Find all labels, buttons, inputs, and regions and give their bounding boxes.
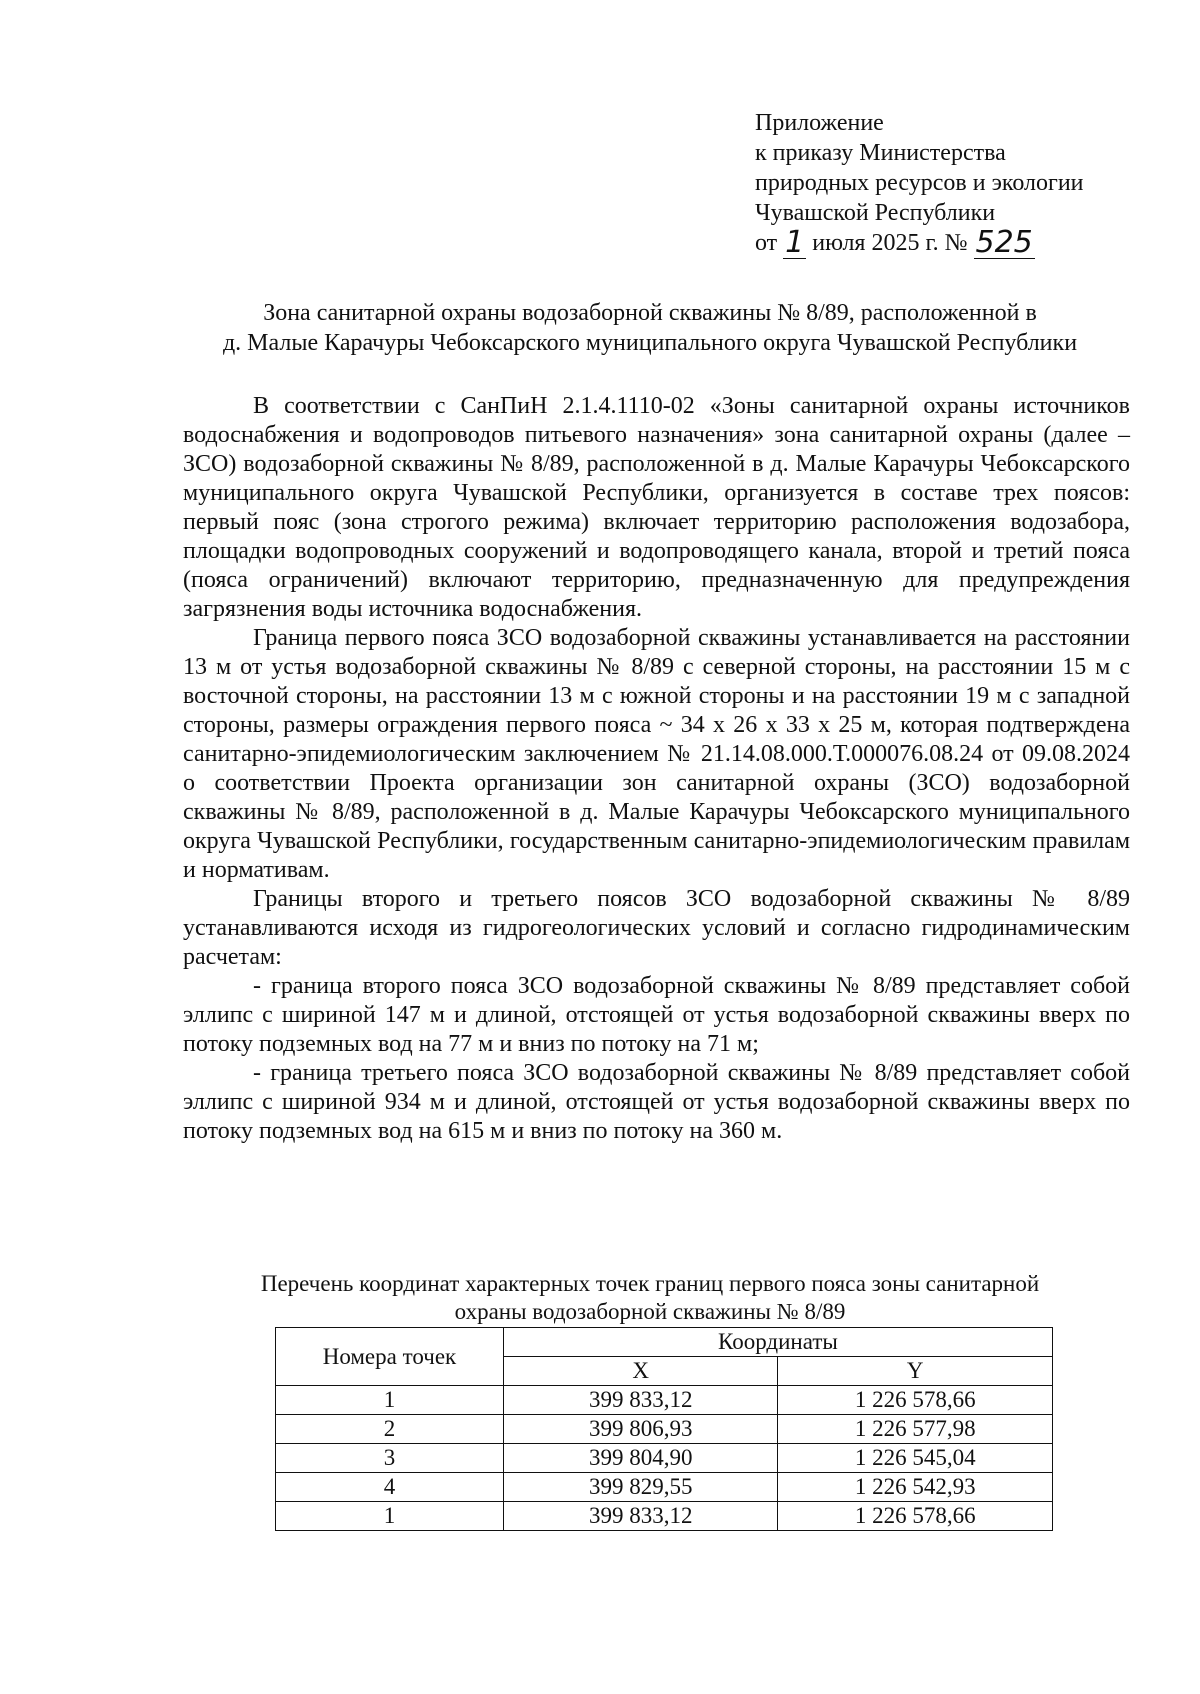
cell-point: 3 bbox=[276, 1444, 504, 1473]
cell-y: 1 226 577,98 bbox=[778, 1415, 1053, 1444]
document-title bbox=[170, 298, 1130, 358]
appendix-date-line bbox=[755, 225, 1084, 260]
cell-x: 399 806,93 bbox=[503, 1415, 778, 1444]
cell-x: 399 829,55 bbox=[503, 1473, 778, 1502]
cell-point: 1 bbox=[276, 1386, 504, 1415]
appendix-line-4: Чувашской Республики bbox=[755, 200, 996, 226]
table-row bbox=[276, 1444, 1053, 1473]
cell-x: 399 833,12 bbox=[503, 1386, 778, 1415]
appendix-block bbox=[755, 108, 1084, 259]
table-row bbox=[276, 1473, 1053, 1502]
title-line-1: Зона санитарной охраны водозаборной скважины № 8/89, расположенной в bbox=[263, 300, 1037, 326]
cell-y: 1 226 545,04 bbox=[778, 1444, 1053, 1473]
order-number-field bbox=[974, 225, 1035, 260]
appendix-line-3: природных ресурсов и экологии bbox=[755, 170, 1084, 196]
header-coordinates: Координаты bbox=[503, 1328, 1052, 1357]
date-day-field bbox=[783, 225, 806, 260]
table-caption-line-1: Перечень координат характерных точек границ первого пояса зоны санитарной bbox=[260, 1271, 1040, 1296]
coordinates-table bbox=[275, 1327, 1053, 1531]
table-row bbox=[276, 1415, 1053, 1444]
paragraph-4: - граница второго пояса ЗСО водозаборной скважины № 8/89 представляет собой эллипс с шириной 147 м и длиной, отстоящей от устья водозаборной скважины вверх по потоку подземных вод на 77 м и вниз по потоку на 71 м; bbox=[183, 973, 1130, 1057]
cell-point: 2 bbox=[276, 1415, 504, 1444]
body-text bbox=[183, 392, 1130, 1146]
date-day-handwritten: 1 bbox=[785, 225, 805, 260]
cell-y: 1 226 578,66 bbox=[778, 1502, 1053, 1531]
cell-x: 399 804,90 bbox=[503, 1444, 778, 1473]
table-row bbox=[276, 1502, 1053, 1531]
table-row bbox=[276, 1386, 1053, 1415]
date-prefix: от bbox=[755, 230, 778, 256]
paragraph-2: Граница первого пояса ЗСО водозаборной скважины устанавливается на расстоянии 13 м от устья водозаборной скважины № 8/89 с северной стороны, на расстоянии 15 м с восточной стороны, на расстоянии 13 м с южной стороны и на расстоянии 19 м с западной стороны, размеры ограждения первого пояса ~ 34 х 26 х 33 х 25 м, которая подтверждена санитарно-эпидемиологическим заключением № 21.14.08.000.Т.000076.08.24 от 09.08.2024 о соответствии Проекта организации зон санитарной охраны (ЗСО) водозаборной скважины № 8/89, расположенной в д. Малые Карачуры Чебоксарского муниципального округа Чувашской Республики, государственным санитарно-эпидемиологическим правилам и нормативам. bbox=[183, 625, 1130, 883]
order-number-handwritten: 525 bbox=[975, 225, 1033, 260]
table-header-row bbox=[276, 1328, 1053, 1357]
appendix-line-2: к приказу Министерства bbox=[755, 140, 1006, 166]
table-caption-line-2: охраны водозаборной скважины № 8/89 bbox=[454, 1299, 846, 1324]
title-line-2: д. Малые Карачуры Чебоксарского муниципального округа Чувашской Республики bbox=[222, 330, 1078, 356]
header-points: Номера точек bbox=[276, 1328, 504, 1386]
paragraph-3: Границы второго и третьего поясов ЗСО водозаборной скважины № 8/89 устанавливаются исходя из гидрогеологических условий и согласно гидродинамическим расчетам: bbox=[183, 886, 1130, 970]
date-rest: июля 2025 г. № bbox=[812, 230, 968, 256]
cell-point: 4 bbox=[276, 1473, 504, 1502]
appendix-line-1: Приложение bbox=[755, 110, 884, 136]
cell-point: 1 bbox=[276, 1502, 504, 1531]
cell-x: 399 833,12 bbox=[503, 1502, 778, 1531]
paragraph-1: В соответствии с СанПиН 2.1.4.1110-02 «Зоны санитарной охраны источников водоснабжения и водопроводов питьевого назначения» зона санитарной охраны (далее – ЗСО) водозаборной скважины № 8/89, расположенной в д. Малые Карачуры Чебоксарского муниципального округа Чувашской Республики, организуется в составе трех поясов: первый пояс (зона строгого режима) включает территорию расположения водозабора, площадки водопроводных сооружений и водопроводящего канала, второй и третий пояса (пояса ограничений) включают территорию, предназначенную для предупреждения загрязнения воды источника водоснабжения. bbox=[183, 393, 1130, 622]
cell-y: 1 226 578,66 bbox=[778, 1386, 1053, 1415]
header-x: X bbox=[503, 1357, 778, 1386]
table-caption bbox=[170, 1270, 1130, 1326]
cell-y: 1 226 542,93 bbox=[778, 1473, 1053, 1502]
paragraph-5: - граница третьего пояса ЗСО водозаборной скважины № 8/89 представляет собой эллипс с шириной 934 м и длиной, отстоящей от устья водозаборной скважины вверх по потоку подземных вод на 615 м и вниз по потоку на 360 м. bbox=[183, 1060, 1130, 1144]
header-y: Y bbox=[778, 1357, 1053, 1386]
